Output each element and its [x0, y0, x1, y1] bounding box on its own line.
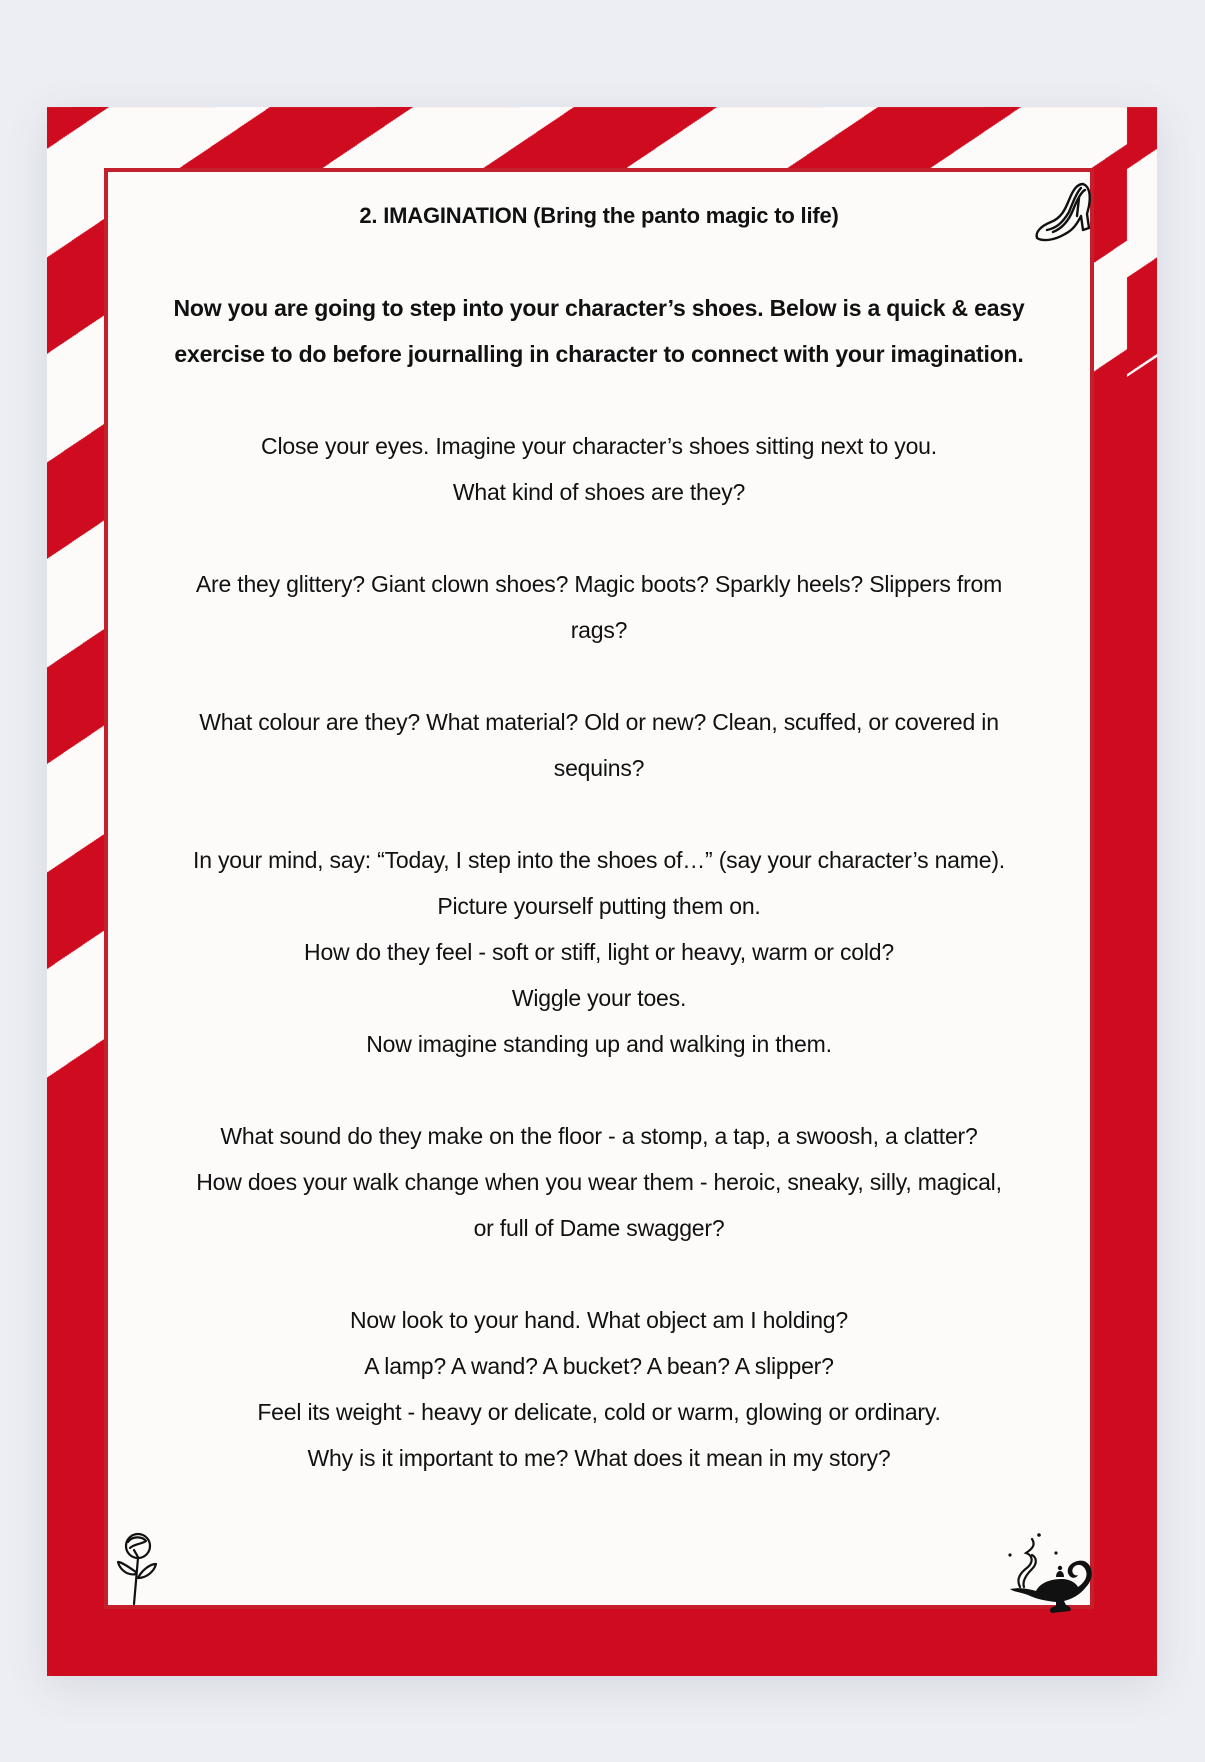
body-line: In your mind, say: “Today, I step into the shoes of…” (say your character’s name).	[193, 847, 1005, 873]
glass-slipper-icon	[1033, 180, 1093, 246]
body-line: Are they glittery? Giant clown shoes? Magic boots? Sparkly heels? Slippers from	[195, 571, 1003, 597]
section-title: 2. IMAGINATION (Bring the panto magic to life)	[359, 203, 839, 228]
body-line: Feel its weight - heavy or delicate, cold or warm, glowing or ordinary.	[257, 1399, 941, 1425]
body-line: rags?	[570, 617, 628, 643]
body-line: What sound do they make on the floor - a stomp, a tap, a swoosh, a clatter?	[220, 1123, 978, 1149]
body-line: Now imagine standing up and walking in them.	[366, 1031, 832, 1057]
body-line: Why is it important to me? What does it mean in my story?	[307, 1445, 891, 1471]
body-line: What kind of shoes are they?	[452, 479, 746, 505]
document-page	[47, 107, 1157, 1676]
intro-line: Now you are going to step into your character’s shoes. Below is a quick & easy	[173, 295, 1025, 321]
body-line: Picture yourself putting them on.	[437, 893, 761, 919]
magic-lamp-icon	[1006, 1529, 1092, 1615]
body-line: How does your walk change when you wear them - heroic, sneaky, silly, magical,	[196, 1169, 1002, 1195]
intro-line: exercise to do before journalling in character to connect with your imagination.	[174, 341, 1024, 367]
body-line: Close your eyes. Imagine your character’s shoes sitting next to you.	[261, 433, 937, 459]
content-panel	[104, 168, 1094, 1609]
body-line: sequins?	[553, 755, 645, 781]
body-line: Wiggle your toes.	[511, 985, 687, 1011]
body-line: How do they feel - soft or stiff, light or heavy, warm or cold?	[304, 939, 894, 965]
body-line: A lamp? A wand? A bucket? A bean? A slipper?	[364, 1353, 834, 1379]
body-line: Now look to your hand. What object am I holding?	[350, 1307, 848, 1333]
rose-icon	[116, 1532, 160, 1608]
body-line: or full of Dame swagger?	[473, 1215, 725, 1241]
body-line: What colour are they? What material? Old or new? Clean, scuffed, or covered in	[199, 709, 999, 735]
